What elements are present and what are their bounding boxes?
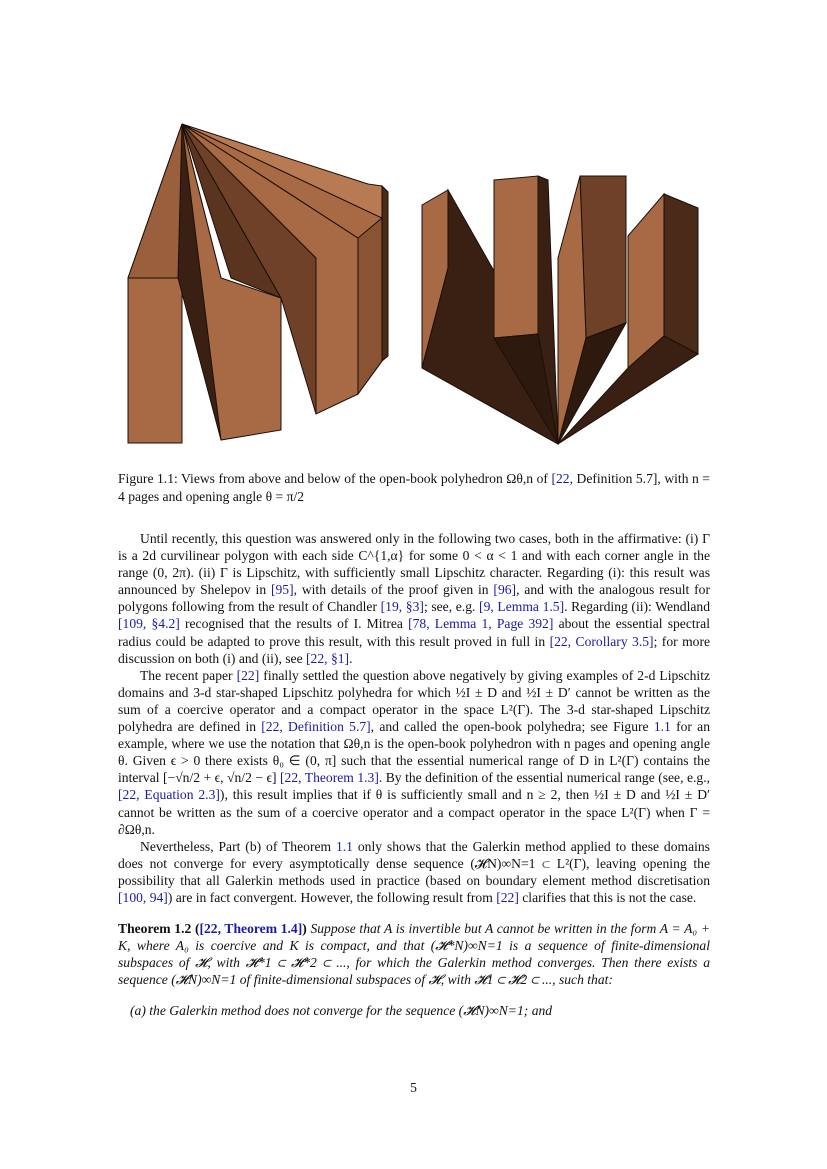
citation-link[interactable]: [78, Lemma 1, Page 392] [408, 616, 554, 632]
paragraph-3: Nevertheless, Part (b) of Theorem 1.1 only shows that the Galerkin method applied to these domains does not converge for every asymptotically dense sequence (𝓗N)∞N=1 ⊂ L²(Γ), leaving opening the possibility that all Galerkin methods used in practice (based on boundary element method discretisation [100, 94]) are in fact convergent. However, the following result from [22] clarifies that this is not the case. [118, 838, 710, 905]
page-face [128, 124, 182, 278]
view-from-below [422, 176, 698, 444]
page-face [664, 194, 698, 354]
citation-link[interactable]: [22] [236, 667, 260, 683]
citation-link[interactable]: [100, 94] [118, 889, 168, 905]
page-face [494, 176, 538, 338]
citation-link[interactable]: [19, §3] [380, 599, 424, 615]
open-book-polyhedron-figure [118, 118, 710, 453]
citation-link[interactable]: [96] [493, 582, 517, 598]
caption-text: Figure 1.1: Views from above and below of the open-book polyhedron Ωθ,n of [118, 471, 552, 486]
caption-text: , with n = 4 pages and opening angle θ = π/2 [118, 471, 710, 504]
citation-link[interactable]: [9, Lemma 1.5] [479, 599, 565, 615]
page-face [358, 218, 382, 394]
body-text [118, 530, 710, 1020]
page-number: 5 [410, 1080, 417, 1095]
theorem-heading: Theorem 1.2 ([22, Theorem 1.4]) [118, 921, 307, 937]
theorem-statement: Suppose that A is invertible but A cannot be written in the form A = A₀ + K, where A₀ is coercive and K is compact, and that (𝓗*N)∞N=1 is a sequence of finite-dimensional subspaces of 𝓗, with 𝓗*1 ⊂ 𝓗*2 ⊂ ..., for which the Galerkin method converges. Then there exists a sequence (𝓗N)∞N=1 of finite-dimensional subspaces of 𝓗, with 𝓗1 ⊂ 𝓗2 ⊂ ..., such that: [118, 921, 711, 988]
citation-link[interactable]: [22] [496, 889, 519, 905]
view-from-above [128, 124, 388, 443]
figure-ref-link[interactable]: 1.1 [653, 719, 671, 735]
citation-link[interactable]: [95] [270, 582, 294, 598]
citation-link[interactable]: [22, Theorem 1.3] [280, 770, 379, 786]
page-face [382, 186, 388, 361]
citation-link[interactable]: [22, Corollary 3.5] [549, 633, 654, 649]
citation-link[interactable]: [22, Equation 2.3] [118, 787, 220, 803]
citation-link[interactable]: [22, [551, 471, 573, 486]
page-face [580, 176, 626, 338]
figure-caption [118, 470, 710, 505]
paragraph-2: The recent paper [22] finally settled the question above negatively by giving examples of 2-d Lipschitz domains and 3-d star-shaped Lipschitz polyhedra for which ½I ± D and ½I ± D′ cannot be written as the sum of a coercive operator and a compact operator in the space L²(Γ). The 3-d star-shaped Lipschitz polyhedra are defined in [22, Definition 5.7], and called the open-book polyhedra; see Figure 1.1 for an example, where we use the notation that Ωθ,n is the open-book polyhedron with n pages and opening angle θ. Given ϵ > 0 there exists θ₀ ∈ (0, π] such that the essential numerical range of D in L²(Γ) contains the interval [−√n/2 + ϵ, √n/2 − ϵ] [22, Theorem 1.3]. By the definition of the essential numerical range (see, e.g., [22, Equation 2.3]), this result implies that if θ is sufficiently small and n ≥ 2, then ½I ± D and ½I ± D′ cannot be written as the sum of a coercive operator and a compact operator in the space L²(Γ) when Γ = ∂Ωθ,n. [118, 667, 711, 837]
theorem-item-a: (a) the Galerkin method does not converge for the sequence (𝓗N)∞N=1; and [130, 1003, 553, 1019]
citation-link[interactable]: [22, Theorem 1.4] [199, 921, 303, 937]
theorem-1-2 [118, 920, 710, 988]
theorem-ref-link[interactable]: 1.1 [335, 838, 353, 854]
caption-text: Definition 5.7] [572, 471, 658, 486]
citation-link[interactable]: [109, §4.2] [118, 616, 180, 632]
citation-link[interactable]: [22, §1] [306, 650, 350, 666]
citation-link[interactable]: [22, Definition 5.7] [261, 719, 371, 735]
paragraph-1: Until recently, this question was answered only in the following two cases, both in the affirmative: (i) Γ is a 2d curvilinear polygon with each side C^{1,α} for some 0 < α < 1 and with each corner angle in the range (0, 2π). (ii) Γ is Lipschitz, with sufficiently small Lipschitz character. Regarding (i): this result was announced by Shelepov in [95], with details of the proof given in [96], and with the analogous result for polygons following from the result of Chandler [19, §3]; see, e.g. [9, Lemma 1.5]. Regarding (ii): Wendland [109, §4.2] recognised that the results of I. Mitrea [78, Lemma 1, Page 392] about the essential spectral radius could be adapted to prove this result, with this result proved in full in [22, Corollary 3.5]; for more discussion on both (i) and (ii), see [22, §1]. [118, 531, 711, 666]
